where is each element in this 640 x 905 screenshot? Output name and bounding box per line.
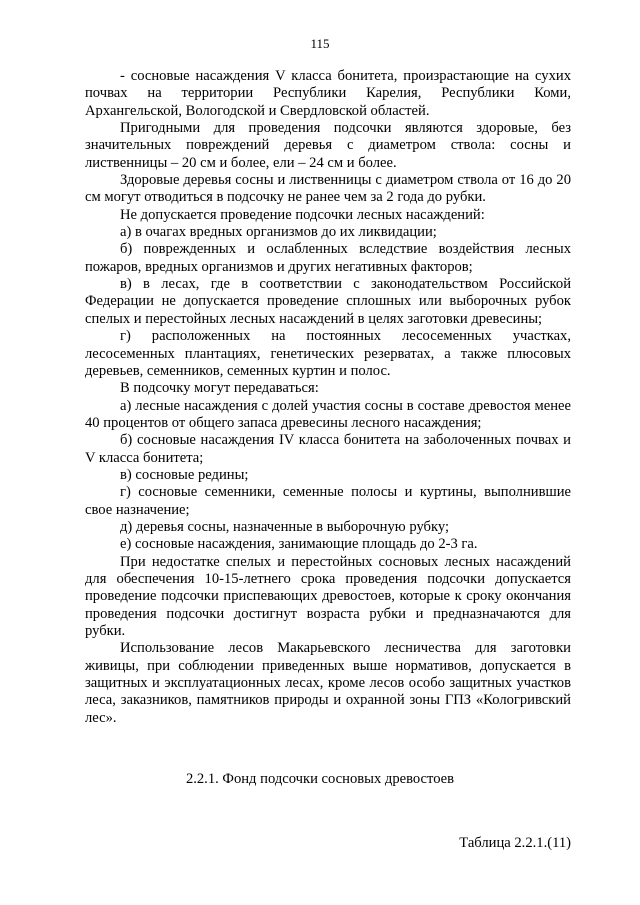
- paragraph-may-transfer-a: а) лесные насаждения с долей участия сосны в составе древостоя менее 40 процентов от общего запаса древесины лесного насаждения;: [85, 397, 571, 431]
- paragraph-makaryev-forestry: Использование лесов Макарьевского лесничества для заготовки живицы, при соблюдении приведенных выше нормативов, допускается в защитных и эксплуатационных лесах, кроме лесов особо защитных участков леса, заказников, памятников природы и охранной зоны ГПЗ «Кологривский лес».: [85, 640, 571, 726]
- paragraph-pine-stands-class-v: - сосновые насаждения V класса бонитета, произрастающие на сухих почвах на территории Республики Карелия, Республики Коми, Архангельской, Вологодской и Свердловской областей.: [85, 68, 571, 119]
- table-caption: Таблица 2.2.1.(11): [459, 835, 571, 851]
- paragraph-may-transfer-e: д) деревья сосны, назначенные в выборочную рубку;: [120, 518, 450, 535]
- paragraph-may-transfer-intro: В подсочку могут передаваться:: [120, 380, 319, 397]
- paragraph-may-transfer-d: г) сосновые семенники, семенные полосы и куртины, выполнившие свое назначение;: [85, 484, 571, 518]
- paragraph-may-transfer-c: в) сосновые редины;: [120, 466, 249, 483]
- paragraph-may-transfer-f: е) сосновые насаждения, занимающие площадь до 2-3 га.: [120, 536, 478, 553]
- paragraph-shortage-ripening: При недостатке спелых и перестойных сосновых лесных насаждений для обеспечения 10-15-летнего срока проведения подсочки допускается проведение подсочки приспевающих древостоев, которые к сроку окончания проведения подсочки достигнут возраста рубки и предназначаются для рубки.: [85, 553, 571, 639]
- paragraph-not-allowed-b: б) поврежденных и ослабленных вследствие воздействия лесных пожаров, вредных организмов и других негативных факторов;: [85, 241, 571, 275]
- paragraph-suitable-trees: Пригодными для проведения подсочки являются здоровые, без значительных повреждений деревья с диаметром ствола: сосны и лиственницы – 20 см и более, ели – 24 см и более.: [85, 120, 571, 171]
- page-number: 115: [310, 36, 330, 51]
- paragraph-healthy-trees-diameter: Здоровые деревья сосны и лиственницы с диаметром ствола от 16 до 20 см могут отводиться в подсочку не ранее чем за 2 года до рубки.: [85, 172, 571, 206]
- paragraph-not-allowed-intro: Не допускается проведение подсочки лесных насаждений:: [120, 206, 485, 223]
- section-heading: 2.2.1. Фонд подсочки сосновых древостоев: [185, 771, 455, 787]
- paragraph-not-allowed-a: а) в очагах вредных организмов до их ликвидации;: [120, 224, 437, 241]
- paragraph-not-allowed-d: г) расположенных на постоянных лесосеменных участках, лесосеменных плантациях, генетических резерватах, а также плюсовых деревьев, семенников, семенных куртин и полос.: [85, 328, 571, 379]
- paragraph-may-transfer-b: б) сосновые насаждения IV класса бонитета на заболоченных почвах и V класса бонитета;: [85, 432, 571, 466]
- paragraph-not-allowed-c: в) в лесах, где в соответствии с законодательством Российской Федерации не допускается проведение сплошных или выборочных рубок спелых и перестойных лесных насаждений в целях заготовки древесины;: [85, 276, 571, 327]
- body-text: [85, 68, 571, 727]
